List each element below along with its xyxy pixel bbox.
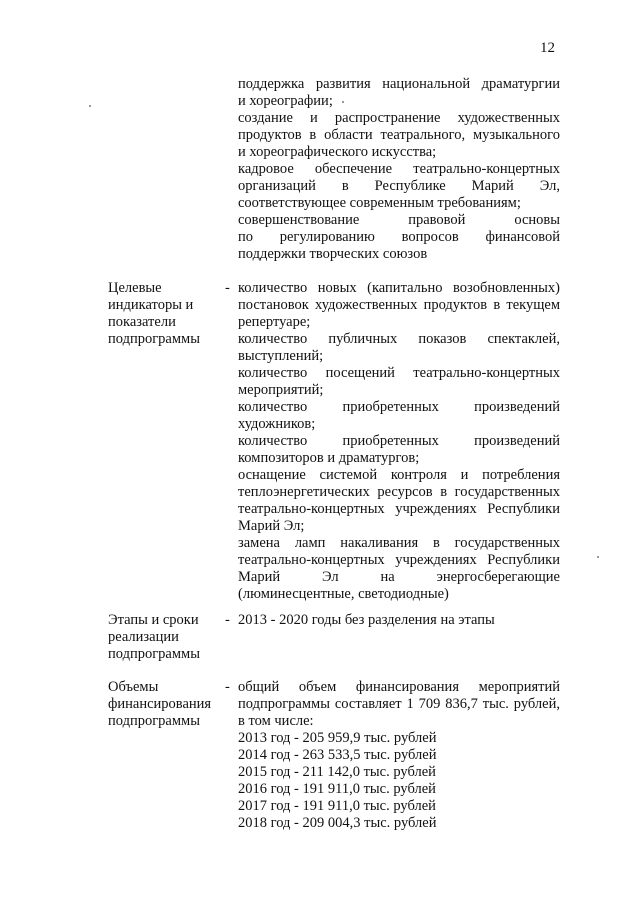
text-line: художников; <box>238 416 316 432</box>
section-content-stages <box>238 612 560 629</box>
label-line: финансирования <box>108 696 212 712</box>
dash: - <box>225 612 230 628</box>
text-line: и хореографии; <box>238 93 333 109</box>
scan-speck <box>597 556 599 558</box>
text-line: 2013 - 2020 годы без разделения на этапы <box>238 612 495 628</box>
text-line: мероприятий; <box>238 382 324 398</box>
text-line: (люминесцентные, светодиодные) <box>238 586 449 602</box>
section-label-stages <box>108 612 200 663</box>
label-line: Объемы <box>108 679 159 695</box>
text-line: замена ламп накаливания в государственных <box>238 535 560 551</box>
label-line: Целевые <box>108 280 162 296</box>
dash: - <box>225 280 230 296</box>
label-line: Этапы и сроки <box>108 612 199 628</box>
text-line: поддержка развития национальной драматургии <box>238 76 560 92</box>
text-line: и хореографического искусства; <box>238 144 437 160</box>
text-line: совершенствование правовой основы <box>238 212 560 228</box>
text-line: оснащение системой контроля и потребления <box>238 467 560 483</box>
text-line: театрально-концертных учреждениях Республики <box>238 501 560 517</box>
funding-year-line: 2017 год - 191 911,0 тыс. рублей <box>238 798 436 814</box>
text-line: количество публичных показов спектаклей, <box>238 331 560 347</box>
funding-year-line: 2014 год - 263 533,5 тыс. рублей <box>238 747 437 763</box>
text-line: репертуаре; <box>238 314 311 330</box>
text-line: Марий Эл; <box>238 518 305 534</box>
text-line: количество новых (капитально возобновленных) <box>238 280 560 296</box>
label-line: подпрограммы <box>108 331 200 347</box>
text-line: Марий Эл на энергосберегающие <box>238 569 560 585</box>
dash: - <box>225 679 230 695</box>
text-line: подпрограммы составляет 1 709 836,7 тыс. рублей, <box>238 696 560 712</box>
scan-speck <box>89 105 91 107</box>
label-line: подпрограммы <box>108 646 200 662</box>
section-content-indicators <box>238 280 560 603</box>
label-line: реализации <box>108 629 179 645</box>
text-line: композиторов и драматургов; <box>238 450 420 466</box>
funding-year-line: 2015 год - 211 142,0 тыс. рублей <box>238 764 436 780</box>
funding-year-line: 2016 год - 191 911,0 тыс. рублей <box>238 781 436 797</box>
funding-year-line: 2018 год - 209 004,3 тыс. рублей <box>238 815 437 831</box>
text-line: количество посещений театрально-концертных <box>238 365 560 381</box>
text-line: в том числе: <box>238 713 314 729</box>
section-content-funding <box>238 679 560 832</box>
label-line: подпрограммы <box>108 713 200 729</box>
page-number: 12 <box>540 40 555 56</box>
text-line: теплоэнергетических ресурсов в государственных <box>238 484 560 500</box>
text-line: постановок художественных продуктов в текущем <box>238 297 560 313</box>
text-line: по регулированию вопросов финансовой <box>238 229 560 245</box>
continuation-text <box>238 76 560 263</box>
text-line: кадровое обеспечение театрально-концертных <box>238 161 560 177</box>
text-line: продуктов в области театрального, музыкального <box>238 127 560 143</box>
text-line: организаций в Республике Марий Эл, <box>238 178 560 194</box>
text-line: создание и распространение художественных <box>238 110 560 126</box>
text-line: количество приобретенных произведений <box>238 433 560 449</box>
label-line: показатели <box>108 314 176 330</box>
text-line: выступлений; <box>238 348 324 364</box>
text-line: соответствующее современным требованиям; <box>238 195 521 211</box>
label-line: индикаторы и <box>108 297 194 313</box>
funding-year-line: 2013 год - 205 959,9 тыс. рублей <box>238 730 437 746</box>
text-line: поддержки творческих союзов <box>238 246 428 262</box>
text-line: театрально-концертных учреждениях Республики <box>238 552 560 568</box>
text-line: количество приобретенных произведений <box>238 399 560 415</box>
section-label-funding <box>108 679 211 730</box>
section-label-indicators <box>108 280 200 348</box>
text-line: общий объем финансирования мероприятий <box>238 679 560 695</box>
